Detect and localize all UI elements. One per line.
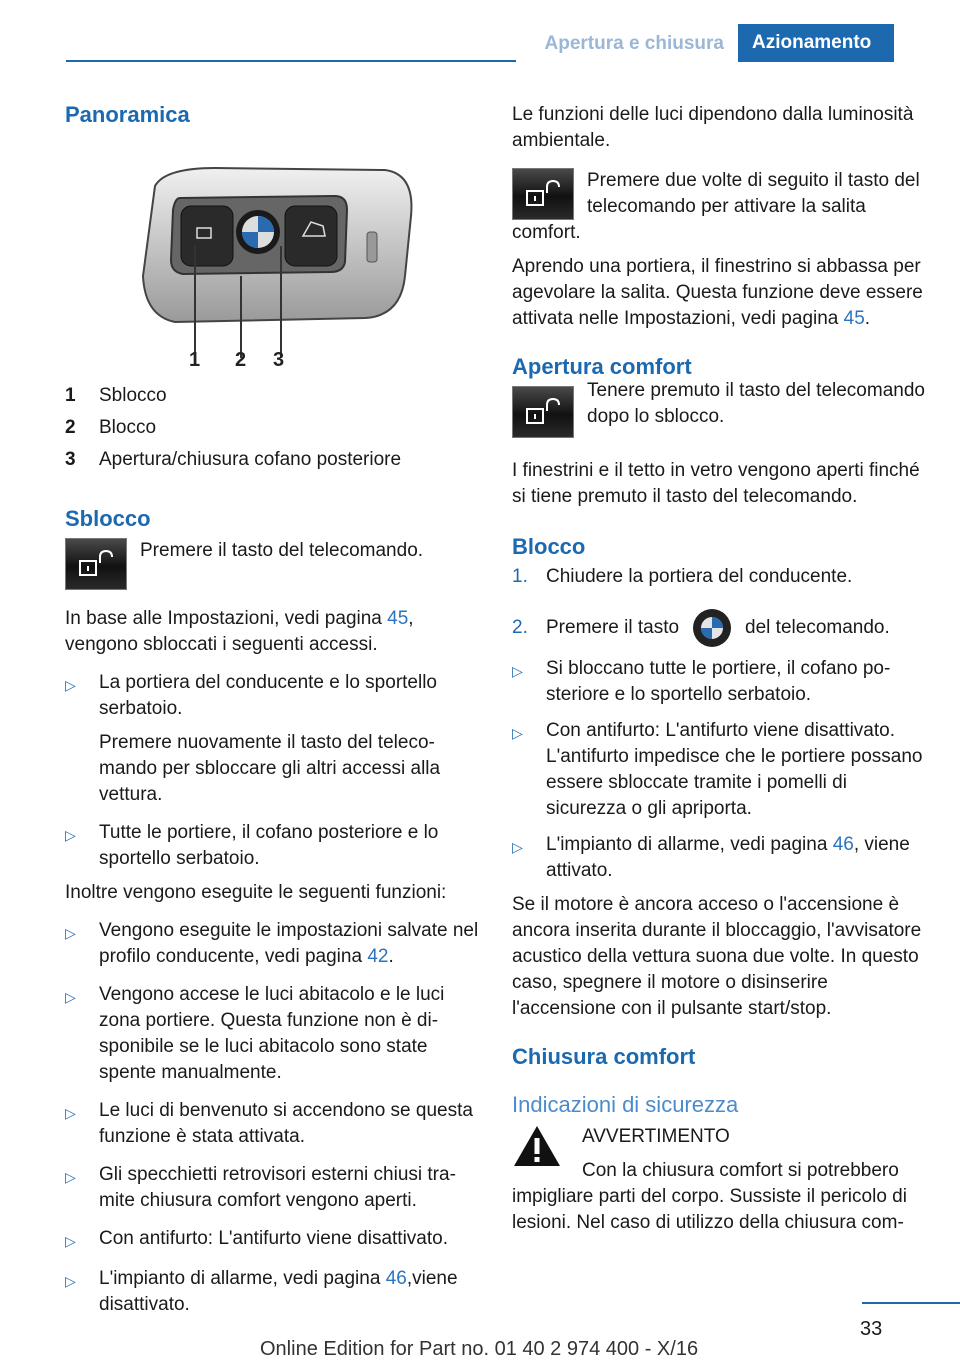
bullet-text: Le luci di benvenuto si accendono se questa funzione è stata attivata. [99, 1100, 473, 1147]
sblocco-icon-row [65, 538, 480, 590]
text: Vengono eseguite le impostazioni salvate nel profilo conducente, vedi pagina [99, 920, 479, 967]
key-fob-illustration [135, 166, 425, 366]
text: , vengono sbloccati i seguenti accessi. [65, 608, 414, 655]
horn-paragraph: Se il motore è ancora acceso o l'accensione è ancora inserita durante il bloccaggio, l'avvisatore acustico della vettura suona due volte. In questo caso, spegnere il motore o disinserire l'accensione con il pulsante start/stop. [512, 894, 922, 1019]
bullet-item [65, 670, 480, 808]
bullet-text: Si bloccano tutte le portiere, il cofano posteriore e lo sportello serbatoio. [546, 658, 891, 705]
bullet-item [65, 982, 480, 1086]
page-link[interactable]: 45 [843, 308, 865, 329]
triangle-bullet-icon: ▷ [512, 839, 523, 855]
unlock-button-icon [512, 386, 574, 438]
panoramica-heading: Panoramica [65, 102, 190, 127]
legend-row [65, 380, 480, 412]
left-column [65, 100, 480, 1318]
bullet-item [512, 718, 927, 822]
legend-number: 1 [65, 385, 76, 406]
bullet-text: Tutte le portiere, il cofano posteriore e lo sportello serbatoio. [99, 822, 439, 869]
warning-row [512, 1124, 927, 1184]
comfort-entry-instruction: Premere due volte di seguito il tasto del telecomando per attivare la salita [587, 170, 920, 217]
unlock-button-icon [512, 168, 574, 220]
bullet-text [99, 1266, 480, 1318]
comfort-entry-continued: comfort. [512, 222, 581, 243]
triangle-bullet-icon: ▷ [65, 1273, 76, 1289]
step-text: del telecomando. [745, 617, 890, 638]
bullet-text [99, 918, 480, 970]
triangle-bullet-icon: ▷ [65, 1105, 76, 1121]
blocco-heading: Blocco [512, 534, 586, 559]
footer-edition: Online Edition for Part no. 01 40 2 974 400 - X/16 [260, 1338, 699, 1360]
step-text: Premere il tasto [546, 617, 680, 638]
step-number: 2. [512, 617, 528, 638]
triangle-bullet-icon: ▷ [65, 1233, 76, 1249]
warning-title: AVVERTIMENTO [582, 1126, 730, 1147]
unlock-button-icon [65, 538, 127, 590]
warning-triangle-icon [512, 1124, 562, 1168]
legend-text: Blocco [99, 417, 157, 438]
text: L'impianto di allarme, vedi pagina [99, 1268, 386, 1289]
page-link[interactable]: 46 [385, 1268, 407, 1289]
bullet-text: La portiera del conducente e lo sportello serbatoio. [99, 672, 438, 719]
legend-text: Apertura/chiusura cofano posteriore [99, 449, 402, 470]
text: , viene attivato. [546, 834, 910, 881]
triangle-bullet-icon: ▷ [65, 989, 76, 1005]
bullet-item [65, 1266, 480, 1318]
text: . [864, 308, 871, 329]
bullet-text [546, 832, 927, 884]
key-fob-icon [135, 166, 425, 366]
text: . [388, 946, 394, 967]
legend-row [65, 412, 480, 444]
warning-text: Con la chiusura comfort si potrebbero [582, 1160, 899, 1181]
page-link[interactable]: 46 [832, 834, 854, 855]
bullet-text: Con antifurto: L'antifurto viene disattivato. L'antifurto impedisce che le portiere possano essere sbloccate tramite i pomelli di sicurezza o gli apriporta. [546, 720, 923, 819]
apertura-paragraph: I finestrini e il tetto in vetro vengono aperti finché si tiene premuto il tasto del telecomando. [512, 460, 920, 507]
text: Aprendo una portiera, il finestrino si abbassa per agevolare la salita. Questa funzione deve essere attivata nelle Impostazioni, vedi pagina [512, 256, 923, 329]
right-column [512, 100, 927, 1236]
bullet-item [65, 1098, 480, 1150]
step-text: Chiudere la portiera del conducente. [546, 566, 853, 587]
page-number: 33 [860, 1318, 883, 1340]
sblocco-heading: Sblocco [65, 506, 151, 531]
bullet-item [512, 832, 927, 884]
triangle-bullet-icon: ▷ [512, 663, 523, 679]
header-chapter[interactable]: Azionamento [738, 24, 894, 62]
bullet-text: Con antifurto: L'antifurto viene disattivato. [99, 1228, 448, 1249]
legend-text: Sblocco [99, 385, 167, 406]
triangle-bullet-icon: ▷ [65, 1169, 76, 1185]
triangle-bullet-icon: ▷ [65, 925, 76, 941]
callout-3: 3 [273, 349, 285, 366]
triangle-bullet-icon: ▷ [512, 725, 523, 741]
callout-2: 2 [235, 349, 247, 366]
comfort-entry-icon-row [512, 168, 927, 220]
step-item [512, 564, 927, 590]
callout-1: 1 [189, 349, 201, 366]
step-item [512, 608, 927, 648]
triangle-bullet-icon: ▷ [65, 677, 76, 693]
bullet-item [65, 820, 480, 872]
apertura-comfort-heading: Apertura comfort [512, 354, 692, 379]
legend-list [65, 380, 480, 476]
text: In base alle Impostazioni, vedi pagina [65, 608, 388, 629]
footer-rule [862, 1302, 960, 1304]
text: ,viene disattivato. [99, 1268, 458, 1315]
header-section[interactable]: Apertura e chiusura [516, 26, 738, 62]
apertura-instruction: Tenere premuto il tasto del telecomando dopo lo sblocco. [587, 380, 925, 427]
functions-intro: Inoltre vengono eseguite le seguenti funzioni: [65, 882, 447, 903]
legend-number: 3 [65, 449, 76, 470]
bullet-text: Gli specchietti retrovisori esterni chiusi tramite chiusura comfort vengono aperti. [99, 1164, 456, 1211]
bullet-subtext: Premere nuovamente il tasto del telecomando per sbloccare gli altri accessi alla vettura. [99, 732, 441, 805]
sblocco-paragraph [65, 606, 480, 658]
bullet-item [65, 918, 480, 970]
apertura-icon-row [512, 378, 927, 438]
page-link[interactable]: 42 [367, 946, 389, 967]
page-link[interactable]: 45 [387, 608, 409, 629]
text: L'impianto di allarme, vedi pagina [546, 834, 833, 855]
window-paragraph [512, 254, 927, 332]
warning-text-continued: impigliare parti del corpo. Sussiste il pericolo di lesioni. Nel caso di utilizzo della chiusura com- [512, 1186, 907, 1233]
step-number: 1. [512, 566, 528, 587]
legend-row [65, 444, 480, 476]
chiusura-comfort-heading: Chiusura comfort [512, 1044, 696, 1069]
lights-paragraph: Le funzioni delle luci dipendono dalla luminosità ambientale. [512, 104, 914, 151]
legend-number: 2 [65, 417, 76, 438]
bullet-item [65, 1162, 480, 1214]
triangle-bullet-icon: ▷ [65, 827, 76, 843]
bullet-text: Vengono accese le luci abitacolo e le luci zona portiere. Questa funzione non è disponibile se le luci abitacolo sono state spente manualmente. [99, 984, 445, 1083]
bullet-item [512, 656, 927, 708]
bmw-button-icon [689, 608, 735, 648]
sblocco-instruction: Premere il tasto del telecomando. [140, 540, 424, 561]
bullet-item [65, 1226, 480, 1254]
safety-heading: Indicazioni di sicurezza [512, 1092, 739, 1117]
